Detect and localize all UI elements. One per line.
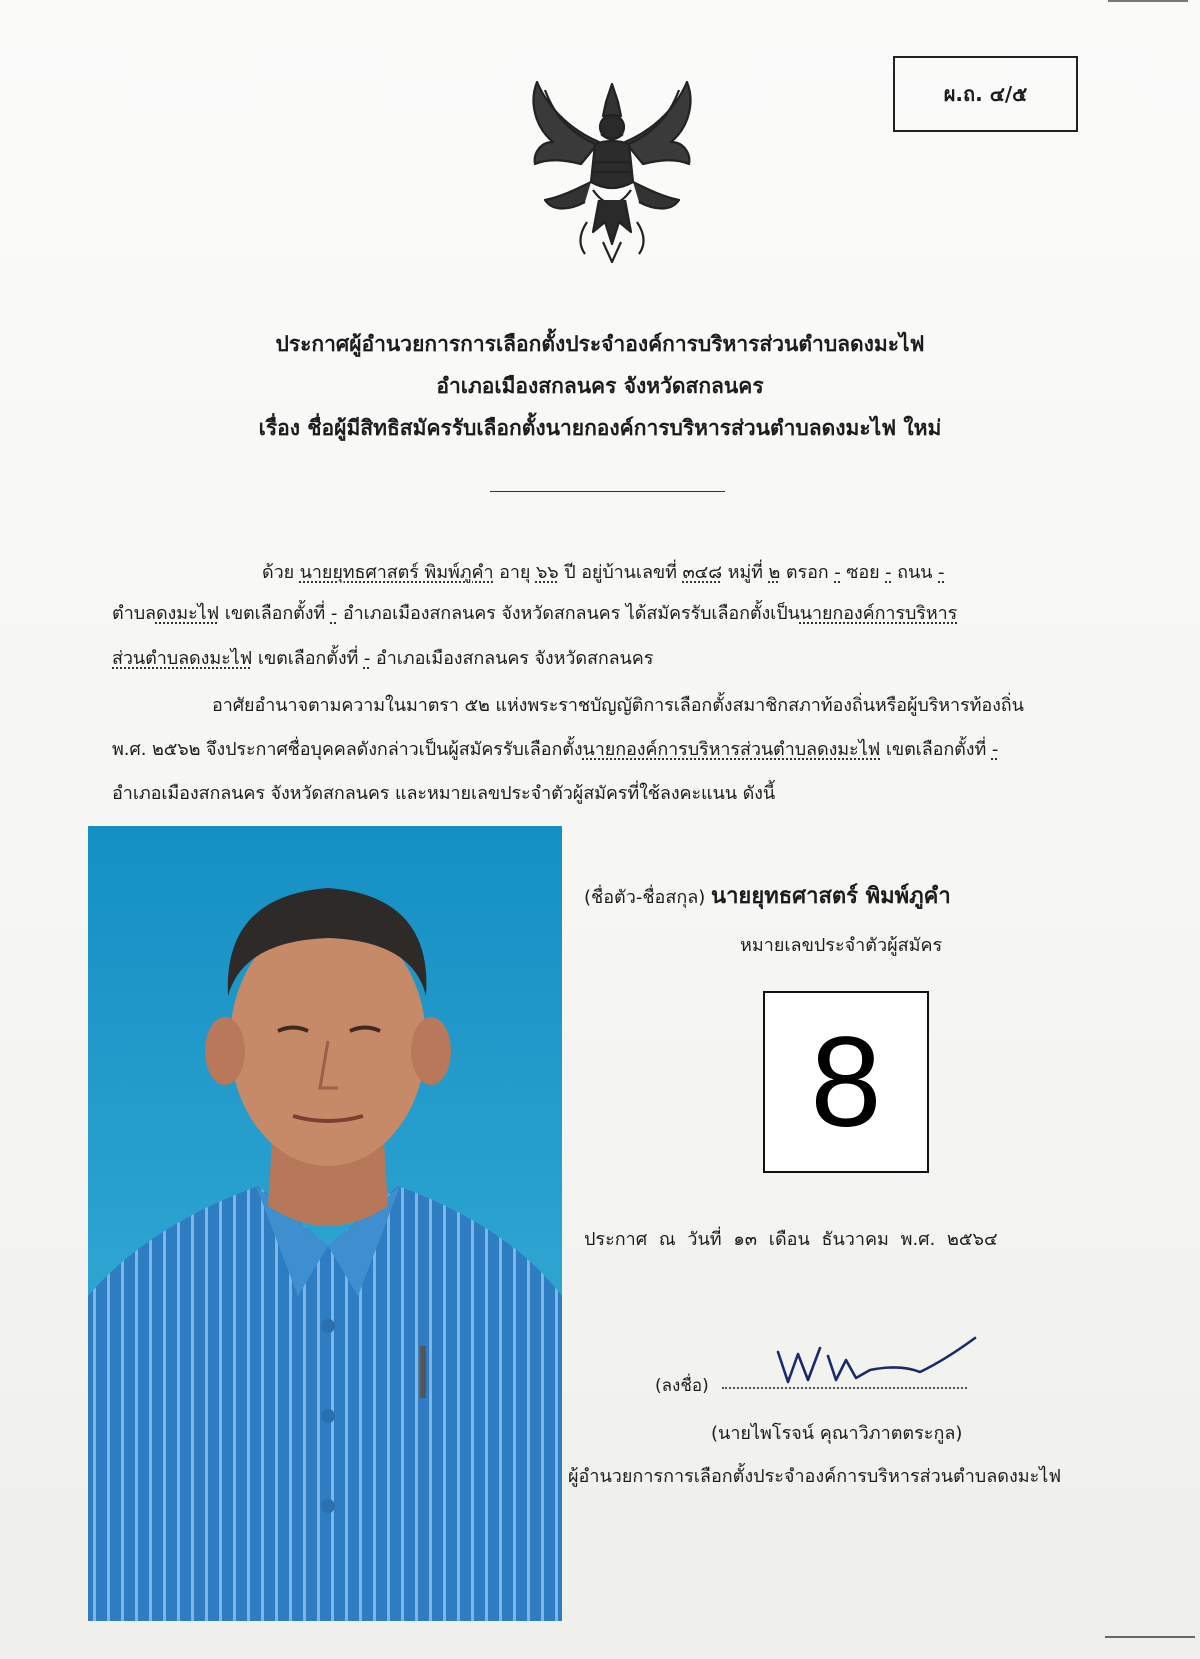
- official-title: ผู้อำนวยการการเลือกตั้งประจำองค์การบริหารส่วนตำบลดงมะไฟ: [568, 1466, 1062, 1487]
- text-segment: ตรอก: [780, 562, 835, 583]
- candidate-number-label: หมายเลขประจำตัวผู้สมัคร: [740, 935, 943, 956]
- zone-value: -: [330, 603, 338, 624]
- header-line-1: ประกาศผู้อำนวยการการเลือกตั้งประจำองค์การบริหารส่วนตำบลดงมะไฟ: [275, 332, 925, 356]
- text-segment: พ.ศ. ๒๕๖๒ จึงประกาศชื่อบุคคลดังกล่าวเป็นผู้สมัครรับเลือกตั้ง: [112, 739, 583, 760]
- text-segment: ด้วย: [262, 562, 300, 583]
- candidate-number-box: [763, 991, 929, 1173]
- paragraph-2-line-3: อำเภอเมืองสกลนคร จังหวัดสกลนคร และหมายเลขประจำตัวผู้สมัครที่ใช้ลงคะแนน ดังนี้: [112, 783, 776, 804]
- candidate-photo: [88, 826, 562, 1621]
- text-segment: อายุ: [493, 562, 536, 583]
- trok-value: -: [834, 562, 841, 583]
- garuda-emblem: [515, 72, 710, 272]
- page-edge-mark: [1105, 1636, 1195, 1638]
- zone-value: -: [363, 648, 371, 669]
- text-segment: ถนน: [891, 562, 939, 583]
- text-segment: อำเภอเมืองสกลนคร จังหวัดสกลนคร: [370, 648, 654, 669]
- paragraph-1-line-1: [262, 557, 944, 586]
- announcement-date: ประกาศ ณ วันที่ ๑๓ เดือน ธันวาคม พ.ศ. ๒๕๖๔: [584, 1229, 998, 1250]
- candidate-name-inline: นายยุทธศาสตร์ พิมพ์ภูคำ: [299, 562, 494, 583]
- paragraph-2-line-1: อาศัยอำนาจตามความในมาตรา ๕๒ แห่งพระราชบัญญัติการเลือกตั้งสมาชิกสภาท้องถิ่นหรือผู้บริหารท้องถิ่น: [212, 695, 1024, 716]
- candidate-name: นายยุทธศาสตร์ พิมพ์ภูคำ: [711, 884, 951, 909]
- handwritten-signature: [770, 1330, 980, 1390]
- page-edge-mark: [1108, 0, 1188, 2]
- position-value: นายกองค์การบริหาร: [799, 603, 958, 624]
- text-segment: เขตเลือกตั้งที่: [219, 603, 331, 624]
- signature-label: (ลงชื่อ): [655, 1376, 709, 1396]
- house-number: ๓๔๘: [682, 562, 722, 583]
- form-code: ผ.ถ. ๔/๕: [943, 82, 1028, 106]
- paragraph-1-line-3: [112, 643, 653, 672]
- header-line-2: อำเภอเมืองสกลนคร จังหวัดสกลนคร: [436, 374, 764, 398]
- name-field-label: (ชื่อตัว-ชื่อสกุล): [584, 887, 712, 908]
- candidate-name-line: [584, 878, 951, 913]
- paragraph-1-line-2: [112, 598, 957, 627]
- header-subject: เรื่อง ชื่อผู้มีสิทธิสมัครรับเลือกตั้งนายกองค์การบริหารส่วนตำบลดงมะไฟ ใหม่: [258, 416, 942, 440]
- signature-line: [722, 1387, 967, 1389]
- age-value: ๖๖: [535, 562, 559, 583]
- official-name: (นายไพโรจน์ คุณาวิภาตตระกูล): [711, 1423, 963, 1444]
- text-segment: ตำบล: [112, 603, 156, 624]
- text-segment: ปี อยู่บ้านเลขที่: [558, 562, 683, 583]
- zone-value: -: [991, 739, 999, 760]
- soi-value: -: [885, 562, 892, 583]
- form-code-box: [893, 56, 1078, 132]
- header-divider: [490, 491, 725, 492]
- paragraph-2-line-2: [112, 734, 998, 763]
- moo-value: ๒: [768, 562, 781, 583]
- position-value: นายกองค์การบริหารส่วนตำบลดงมะไฟ: [582, 739, 881, 760]
- text-segment: อำเภอเมืองสกลนคร จังหวัดสกลนคร ได้สมัครรับเลือกตั้งเป็น: [337, 603, 800, 624]
- candidate-number: 8: [810, 1010, 882, 1154]
- text-segment: ซอย: [840, 562, 886, 583]
- text-segment: เขตเลือกตั้งที่: [252, 648, 364, 669]
- tambon-value: ดงมะไฟ: [155, 603, 220, 624]
- road-value: -: [938, 562, 945, 583]
- position-value-cont: ส่วนตำบลดงมะไฟ: [112, 648, 253, 669]
- text-segment: เขตเลือกตั้งที่: [880, 739, 992, 760]
- text-segment: หมู่ที่: [721, 562, 769, 583]
